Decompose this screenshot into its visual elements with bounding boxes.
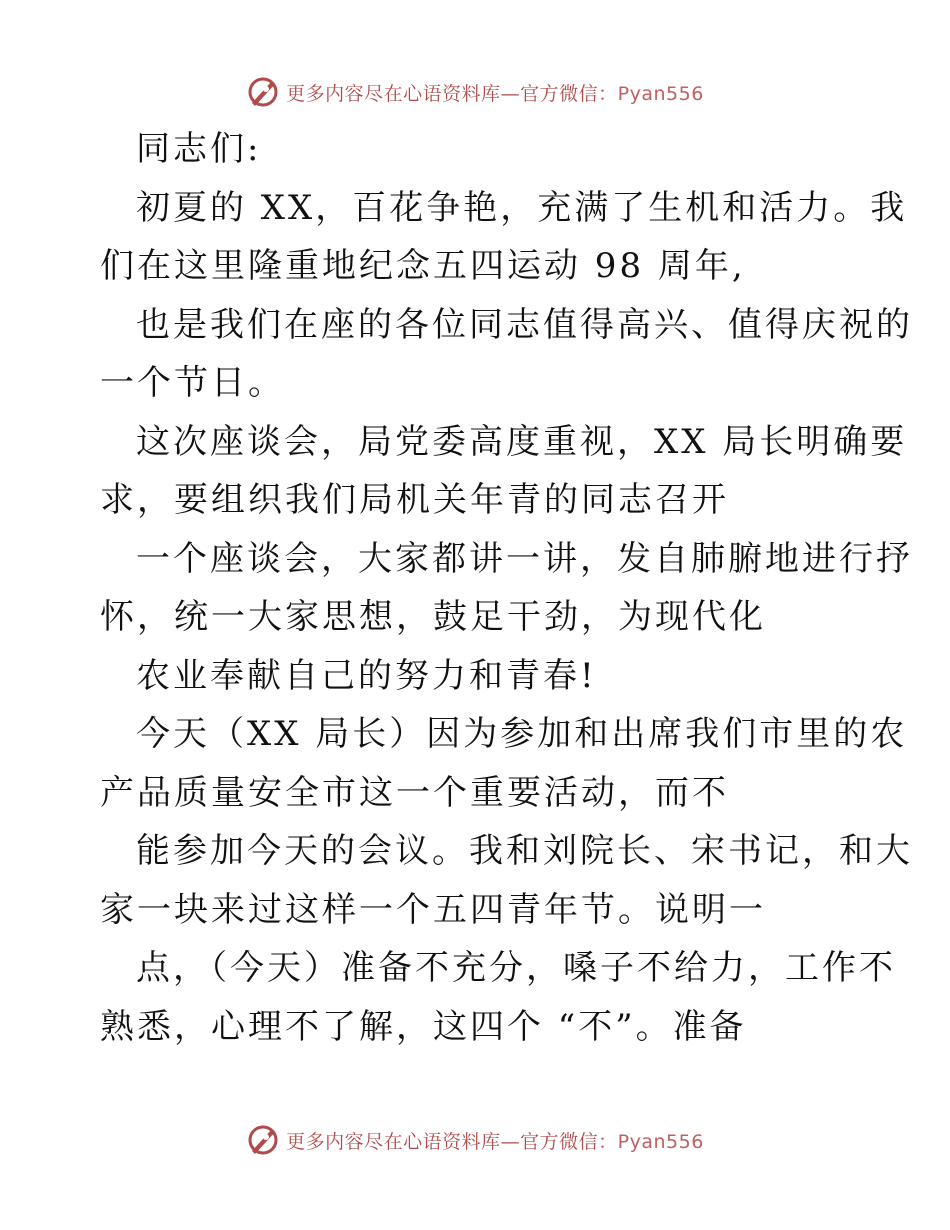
banner-wechat-id: Pyan556 [617, 1130, 704, 1153]
text-line: 一个节日。 [100, 363, 285, 403]
banner-inner [246, 75, 704, 109]
text-line: 同志们: [136, 129, 262, 169]
text-line: 家一块来过这样一个五四青年节。说明一 [100, 889, 766, 930]
text-line: 求，要组织我们局机关年青的同志召开 [100, 480, 729, 520]
text-line: 一个座谈会，大家都讲一讲，发自肺腑地进行抒 [136, 538, 913, 579]
text-line: 点，（今天）准备不充分，嗓子不给力，工作不 [136, 948, 896, 988]
text-line: 也是我们在座的各位同志值得高兴、值得庆祝的 [136, 304, 913, 345]
text-line: 熟悉，心理不了解，这四个 “不”。准备 [100, 1006, 747, 1047]
text-line: 能参加今天的会议。我和刘院长、宋书记，和大 [136, 831, 913, 871]
text-line: 们在这里隆重地纪念五四运动 98 周年, [100, 246, 746, 286]
text-line: 农业奉献自己的努力和青春! [136, 655, 597, 696]
banner-text [286, 1127, 704, 1154]
banner-label: 更多内容尽在心语资料库—官方微信： [286, 82, 618, 105]
banner-inner [246, 1123, 704, 1157]
footer-banner [0, 1118, 950, 1162]
header-banner [0, 70, 950, 114]
banner-wechat-id: Pyan556 [617, 82, 704, 105]
text-line: 今天（XX 局长）因为参加和出席我们市里的农 [136, 714, 908, 754]
text-line: 这次座谈会，局党委高度重视，XX 局长明确要 [136, 421, 908, 462]
text-line: 产品质量安全市这一个重要活动，而不 [100, 772, 729, 813]
banner-label: 更多内容尽在心语资料库—官方微信： [286, 1130, 618, 1153]
text-line: 怀，统一大家思想，鼓足干劲，为现代化 [100, 597, 766, 637]
document-body [100, 120, 913, 1056]
quill-pen-logo-icon [246, 75, 280, 109]
quill-pen-logo-icon [246, 1123, 280, 1157]
banner-text [286, 79, 704, 106]
text-line: 初夏的 XX，百花争艳，充满了生机和活力。我 [136, 187, 908, 228]
